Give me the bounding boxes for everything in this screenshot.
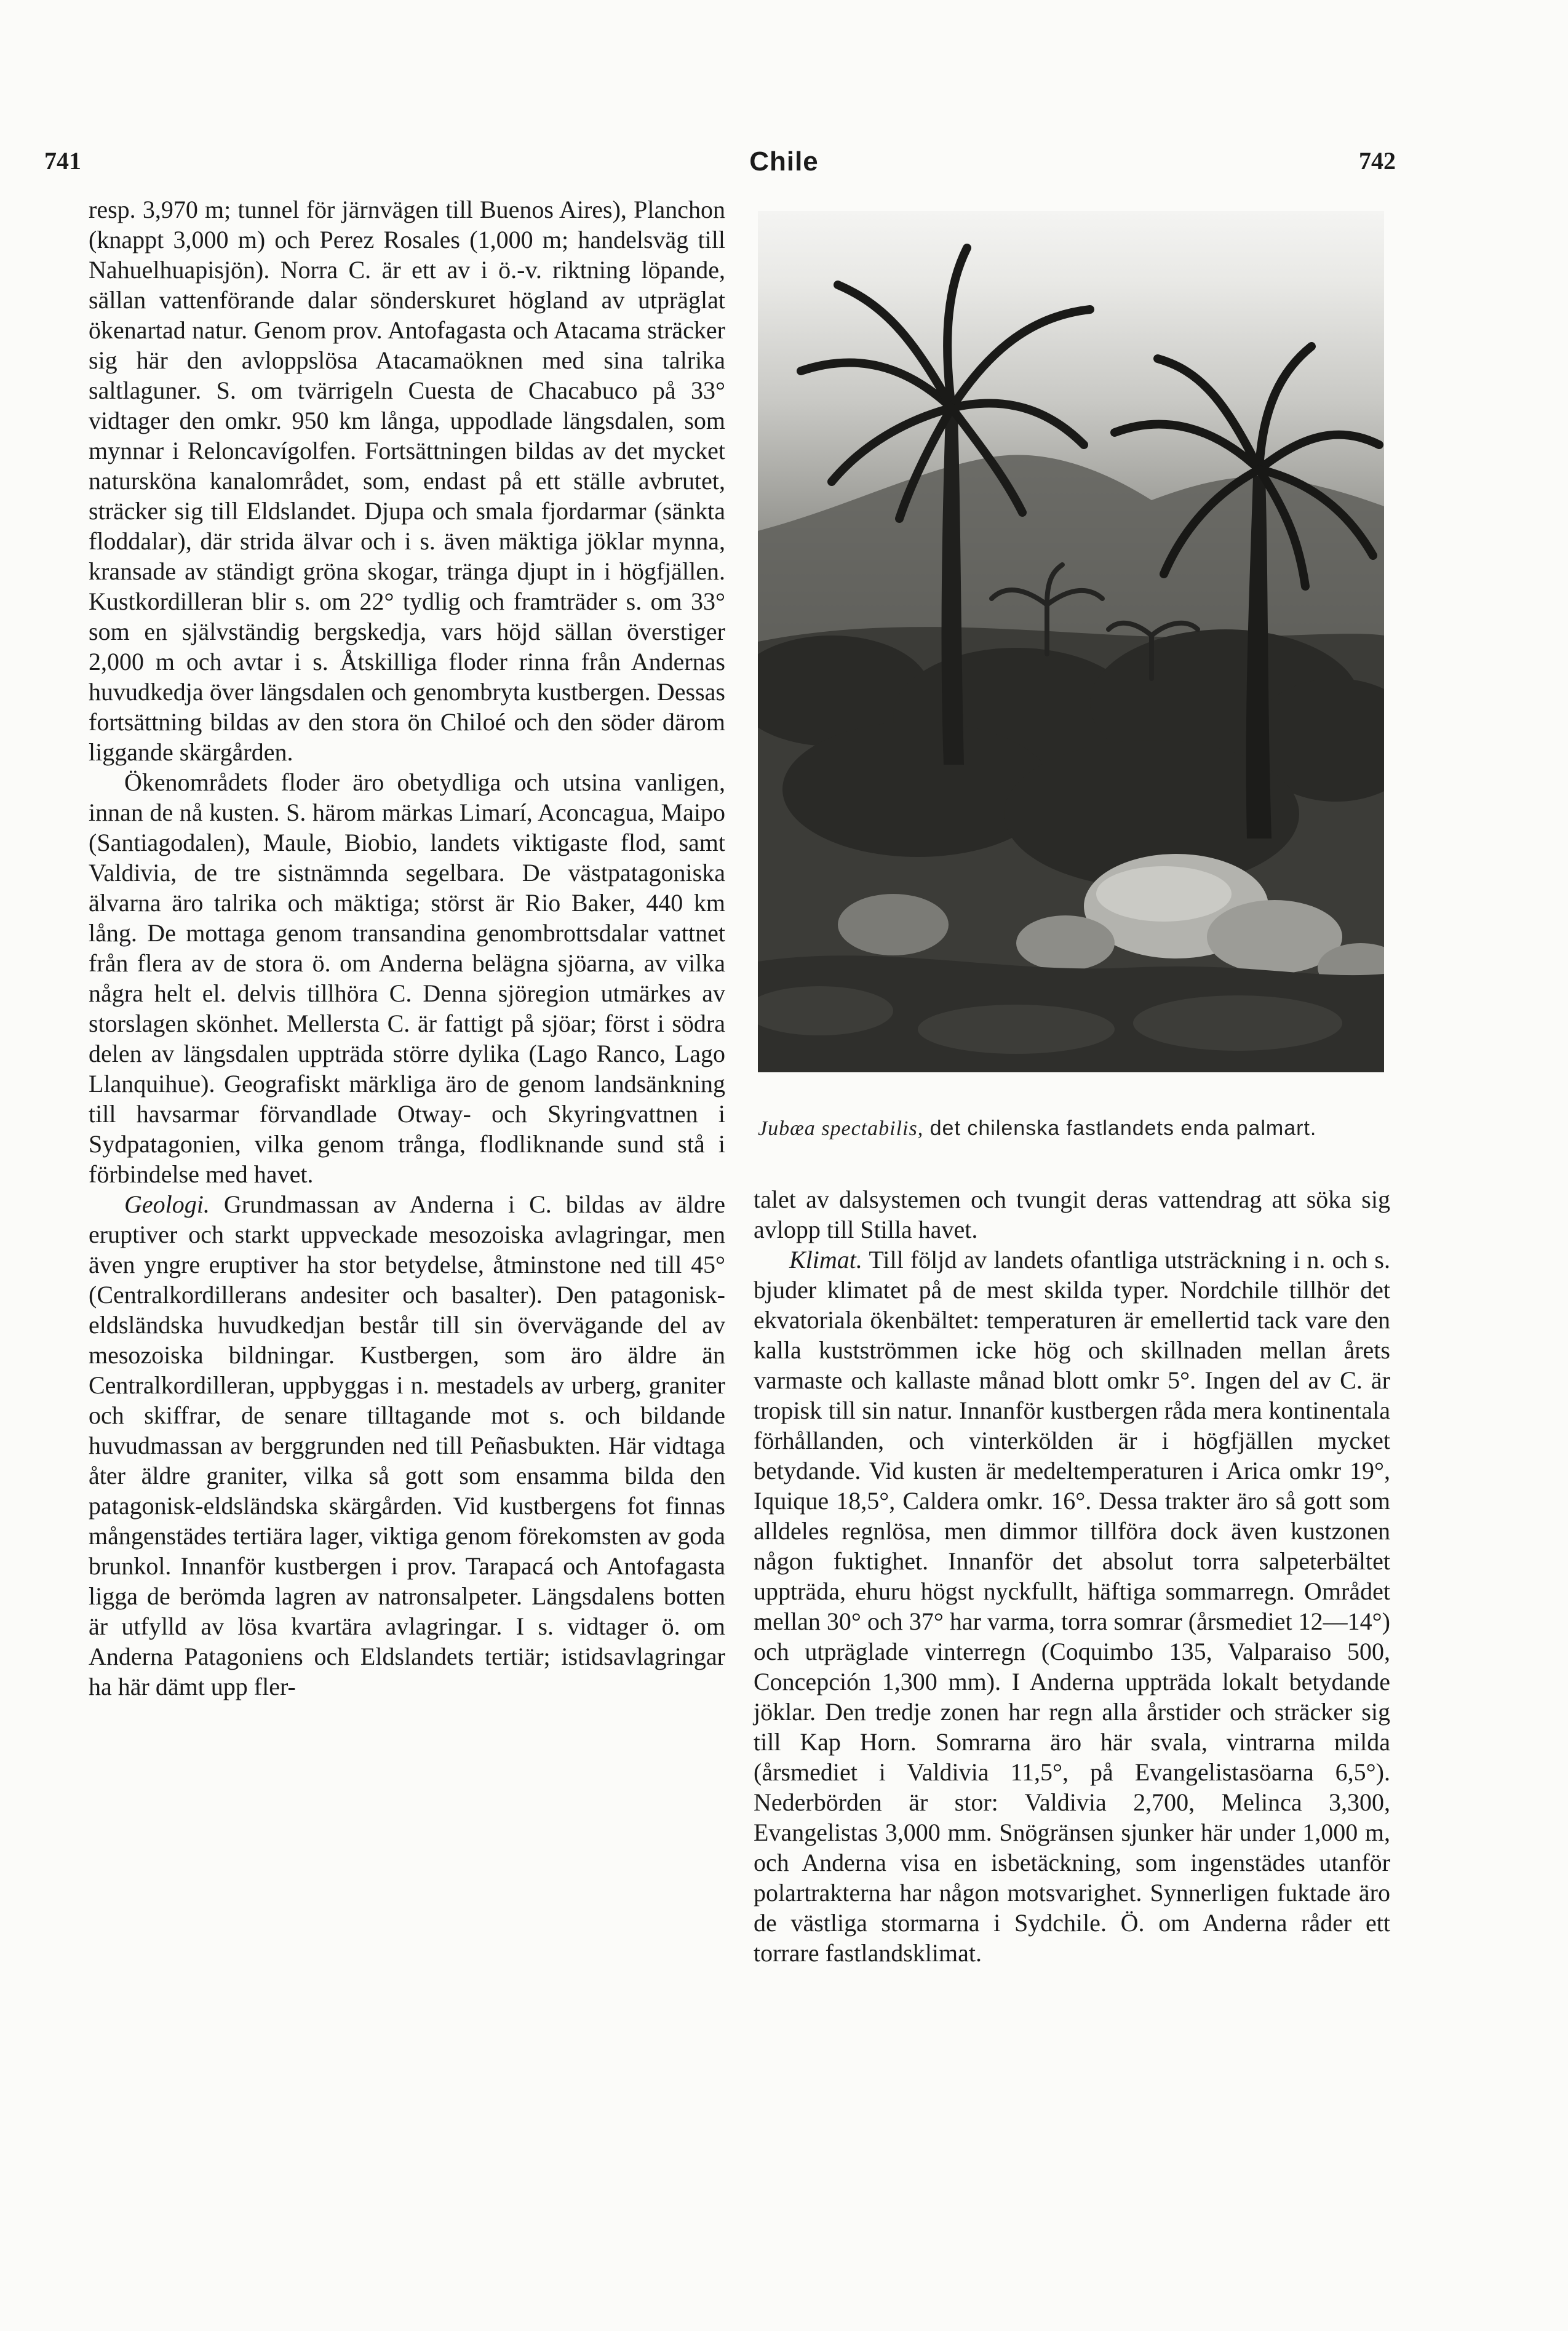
palm-landscape-image xyxy=(758,211,1384,1072)
paragraph-continuation: talet av dalsystemen och tvungit deras vattendrag att söka sig avlopp till Stilla havet. xyxy=(754,1185,1390,1243)
geologi-text: Grundmassan av Anderna i C. bildas av äldre eruptiver och starkt uppveckade mesozoiska avlagringar, men även yngre eruptiver ha stor betydelse, åtminstone ned till 45° (Centralkordillerans andesiter och basalter). Den patagonisk-eldsländska huvudkedjan består till sin övervägande del av mesozoiska bildningar. Kustbergen, som äro äldre än Centralkordilleran, uppbyggas i n. mestadels av urberg, graniter och skiffrar, de senare tilltagande mot s. och bildande huvudmassan av berggrunden ned till Peñasbukten. Här vidtaga åter äldre graniter, vilka så gott som ensamma bilda den patagonisk-eldsländska skärgården. Vid kustbergens fot finnas mångenstädes tertiära lager, viktiga genom förekomsten av goda brunkol. Innanför kustbergen i prov. Tarapacá och Antofagasta ligga de berömda lagren av natronsalpeter. Längsdalens botten är utfylld av lösa kvartära avlagringar. I s. vidtager ö. om Anderna Patagoniens och Eldslandets tertiär; istidsavlagringar ha här dämt upp fler- xyxy=(89,1190,725,1700)
geologi-heading: Geologi. xyxy=(124,1190,210,1218)
left-column xyxy=(89,194,725,1702)
paragraph-rivers: Ökenområdets floder äro obetydliga och utsina vanligen, innan de nå kusten. S. härom märkas Limarí, Aconcagua, Maipo (Santiagodalen), Maule, Biobio, landets viktigaste flod, samt Valdivia, de tre sistnämnda segelbara. De västpatagoniska älvarna äro talrika och mäktiga; störst är Rio Baker, 440 km lång. De mottaga genom transandina genombrottsdalar vattnet från flera av de stora ö. om Anderna belägna sjöarna, av vilka några helt el. delvis tillhöra C. Denna sjöregion utmärkes av storslagen skönhet. Mellersta C. är fattigt på sjöar; först i södra delen av längsdalen uppträda större dylika (Lago Ranco, Lago Llanquihue). Geografiskt märkliga äro de genom landsänkning till havsarmar förvandlade Otway- och Skyringvattnen i Sydpatagonien, vilka genom trånga, flodliknande sund stå i förbindelse med havet. xyxy=(89,768,725,1188)
left-page-number: 741 xyxy=(44,147,81,175)
paragraph-klimat xyxy=(754,1245,1390,1968)
klimat-text: Till följd av landets ofantliga utsträckning i n. och s. bjuder klimatet på de mest skilda typer. Nordchile tillhör det ekvatoriala ökenbältet: temperaturen är emellertid tack vare den kalla kustströmmen icke hög och skillnaden mellan årets varmaste och kallaste månad blott omkr 5°. Ingen del av C. är tropisk till sin natur. Innanför kustbergen råda mera kontinentala förhållanden, och vinterkölden är i högfjällen mycket betydande. Vid kusten är medeltemperaturen i Arica omkr 19°, Iquique 18,5°, Caldera omkr. 16°. Dessa trakter äro så gott som alldeles regnlösa, men dimmor tillföra dock även kustzonen någon fuktighet. Innanför det absolut torra salpeterbältet uppträda, ehuru högst nyckfullt, häftiga sommarregn. Området mellan 30° och 37° har varma, torra somrar (årsmediet 12—14°) och utpräglade vinterregn (Coquimbo 135, Valparaiso 500, Concepción 1,300 mm). I Anderna uppträda lokalt betydande jöklar. Den tredje zonen har regn alla årstider och sträcker sig till Kap Horn. Somrarna äro här svala, vintrarna milda (årsmediet i Valdivia 11,5°, på Evangelistasöarna 6,5°). Nederbörden är stor: Valdivia 2,700, Melinca 3,300, Evangelistas 3,000 mm. Snögränsen sjunker här under 1,000 m, och Anderna visa en isbetäckning, som ingenstädes utanför polartrakterna har någon motsvarighet. Synnerligen fuktade äro de västliga stormarna i Sydchile. Ö. om Anderna råder ett torrare fastlandsklimat. xyxy=(754,1246,1390,1967)
paragraph-topography: resp. 3,970 m; tunnel för järnvägen till Buenos Aires), Planchon (knappt 3,000 m) och Perez Rosales (1,000 m; handelsväg till Nahuelhuapisjön). Norra C. är ett av i ö.-v. riktning löpande, sällan vattenförande dalar sönderskuret högland av utpräglat ökenartad natur. Genom prov. Antofagasta och Atacama sträcker sig här den avloppslösa Atacamaöknen med sina talrika saltlaguner. S. om tvärrigeln Cuesta de Chacabuco på 33° vidtager den omkr. 950 km långa, uppodlade längsdalen, som mynnar i Reloncavígolfen. Fortsättningen bildas av det mycket natursköna kanalområdet, som, endast på ett ställe avbrutet, sträcker sig till Eldslandet. Djupa och smala fjordarmar (sänkta floddalar), där strida älvar och i s. även mäktiga jöklar mynna, kransade av ständigt gröna skogar, tränga djupt in i högfjällen. Kustkordilleran blir s. om 22° tydlig och framträder s. om 33° som en självständig bergskedja, vars höjd sällan överstiger 2,000 m och avtar i s. Åtskilliga floder rinna från Andernas huvudkedja över längsdalen och genombryta kustbergen. Dessas fortsättning bildas av den stora ön Chiloé och den söder därom liggande skärgården. xyxy=(89,196,725,766)
caption-text: det chilenska fastlandets enda palmart. xyxy=(923,1117,1317,1140)
caption-species: Jubæa spectabilis, xyxy=(758,1117,924,1140)
page-header xyxy=(0,146,1568,189)
klimat-heading: Klimat. xyxy=(789,1246,862,1273)
paragraph-geologi xyxy=(89,1189,725,1702)
running-title: Chile xyxy=(749,146,819,177)
right-column xyxy=(754,1184,1390,1968)
photo-caption xyxy=(758,1117,1384,1141)
palm-photograph xyxy=(758,211,1384,1072)
right-page-number: 742 xyxy=(1359,147,1396,175)
